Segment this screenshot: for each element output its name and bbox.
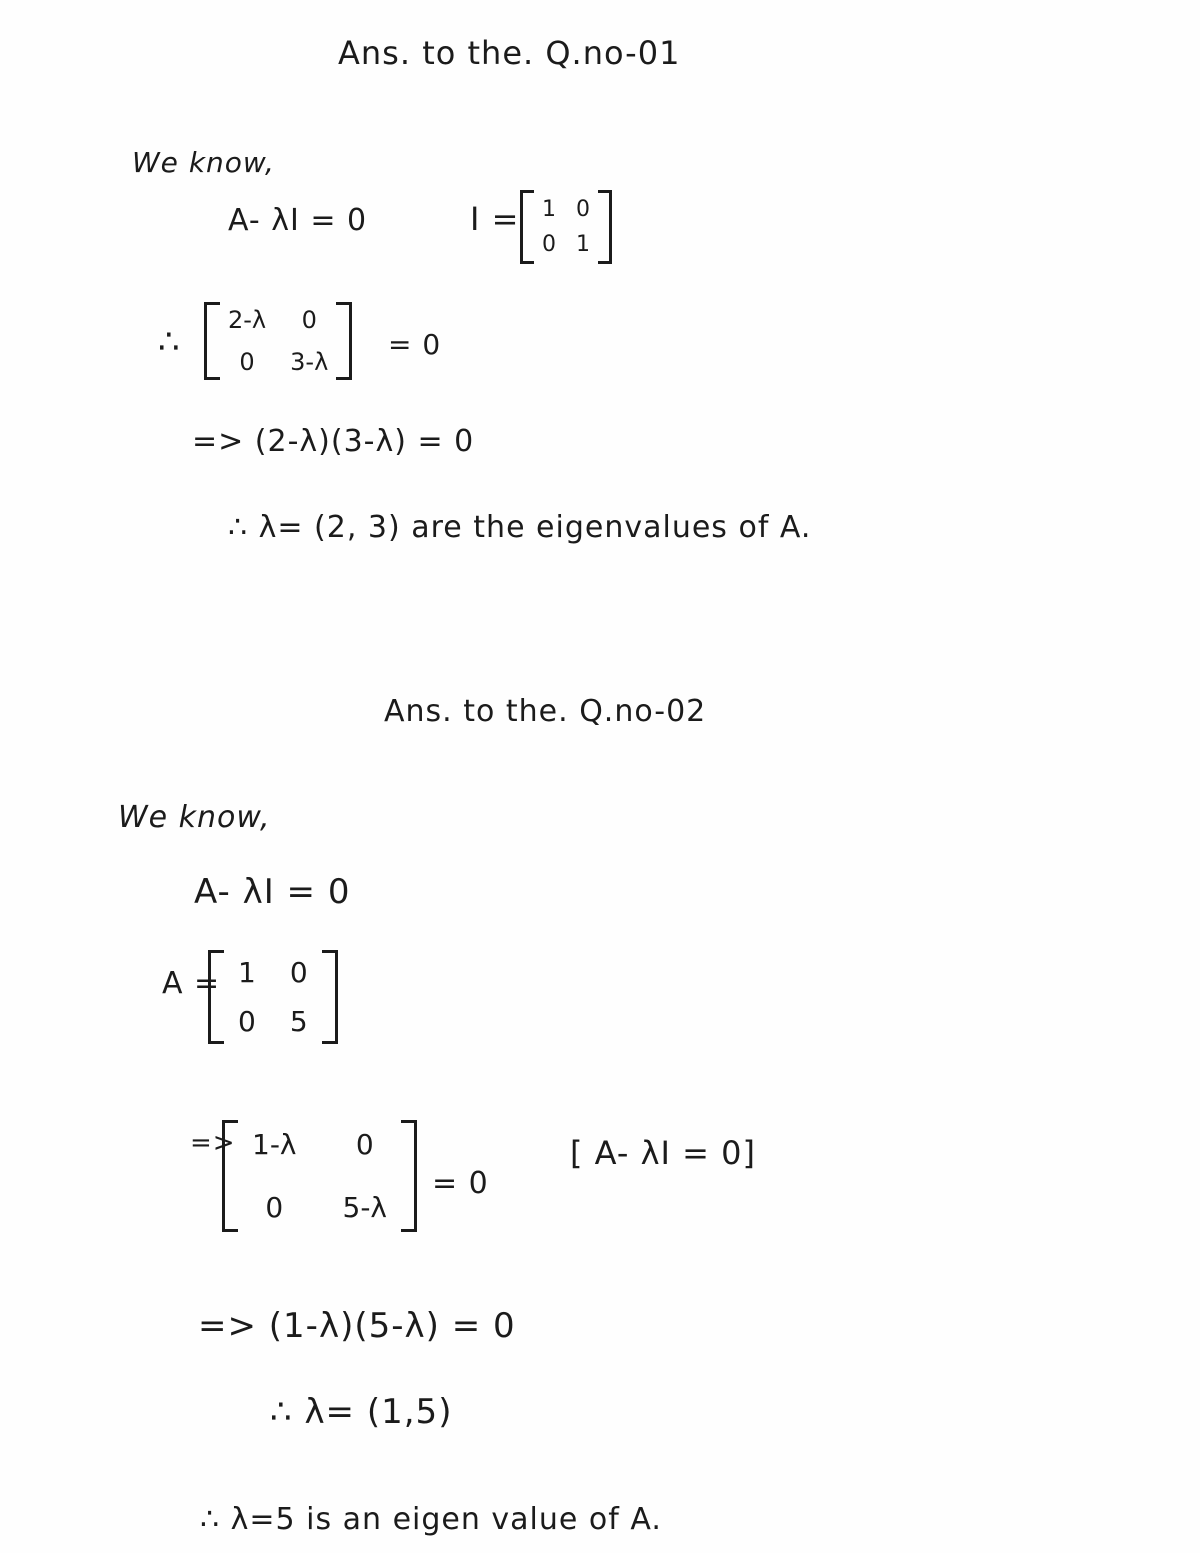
q1-therefore-symbol: ∴	[158, 322, 181, 362]
right-bracket	[336, 302, 352, 380]
matrix-cell: 1-λ	[252, 1128, 297, 1161]
matrix-cell: 1	[238, 956, 256, 989]
q2-implies-symbol: =>	[190, 1128, 236, 1158]
left-bracket	[208, 950, 224, 1044]
matrix-cell: 0	[265, 1191, 284, 1224]
q2-we-know: We know,	[118, 800, 271, 835]
right-bracket	[401, 1120, 417, 1232]
matrix-cell: 0	[355, 1128, 374, 1161]
q2-char-matrix	[222, 1120, 417, 1232]
q2-equation: A- λI = 0	[194, 872, 351, 912]
q1-we-know: We know,	[132, 146, 275, 179]
q1-char-matrix-rhs: = 0	[388, 328, 442, 361]
q1-identity-label: I =	[470, 200, 520, 238]
left-bracket	[204, 302, 220, 380]
q1-char-matrix	[204, 302, 352, 380]
q2-conclusion: ∴ λ=5 is an eigen value of A.	[200, 1502, 662, 1537]
q2-note: [ A- λI = 0]	[570, 1134, 756, 1172]
matrix-cell: 0	[289, 956, 308, 989]
matrix-cell: 5-λ	[342, 1191, 387, 1224]
q2-heading: Ans. to the. Q.no-02	[384, 694, 707, 729]
matrix-cell: 0	[239, 348, 255, 376]
matrix-cell: 1	[542, 197, 556, 222]
q2-implies-line: => (1-λ)(5-λ) = 0	[198, 1306, 516, 1346]
q1-equation: A- λI = 0	[228, 203, 368, 238]
left-bracket	[520, 190, 534, 264]
q2-lambda-values: ∴ λ= (1,5)	[270, 1392, 453, 1432]
right-bracket	[322, 950, 338, 1044]
q1-identity-matrix	[520, 190, 612, 264]
matrix-cell: 0	[301, 306, 317, 334]
matrix-cell: 0	[576, 197, 590, 222]
left-bracket	[222, 1120, 238, 1232]
right-bracket	[598, 190, 612, 264]
matrix-cell: 0	[542, 232, 556, 257]
matrix-cell: 0	[238, 1005, 256, 1038]
q1-heading: Ans. to the. Q.no-01	[338, 34, 681, 72]
q2-a-label: A =	[162, 966, 221, 1001]
matrix-cell: 1	[576, 232, 590, 257]
q2-char-matrix-rhs: = 0	[432, 1166, 489, 1201]
matrix-cell: 3-λ	[290, 348, 329, 376]
matrix-cell: 2-λ	[228, 306, 267, 334]
q1-implies-line: => (2-λ)(3-λ) = 0	[192, 424, 475, 459]
q1-conclusion: ∴ λ= (2, 3) are the eigenvalues of A.	[228, 510, 812, 545]
matrix-cell: 5	[289, 1005, 308, 1038]
q2-a-matrix	[208, 950, 338, 1044]
